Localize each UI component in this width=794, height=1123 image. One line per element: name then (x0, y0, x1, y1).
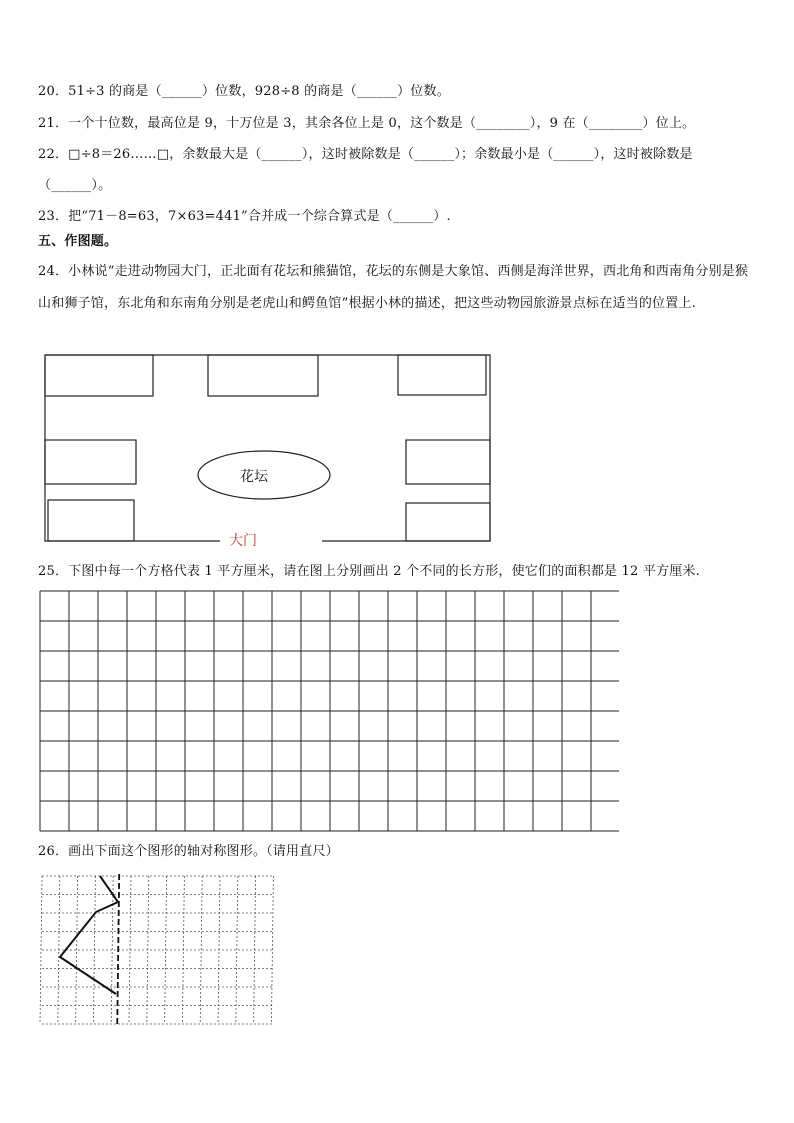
gate-label: 大门 (229, 533, 257, 547)
question-23: 23．把“71－8=63，7×63=441”合并成一个综合算式是（______）. (38, 209, 451, 224)
symmetry-grid (38, 872, 274, 1026)
symmetry-axis (117, 874, 119, 1026)
question-21: 21．一个十位数，最高位是 9，十万位是 3，其余各位上是 0，这个数是（________），9 在（________）位上。 (38, 116, 696, 131)
question-24: 24．小林说“走进动物园大门，正北面有花坛和熊猫馆，花坛的东侧是大象馆、西侧是海洋世界，西北角和西南角分别是猴山和狮子馆，东北角和东南角分别是老虎山和鳄鱼馆”根据小林的描述，把这些动物园旅游景点标在适当的位置上. (38, 264, 749, 311)
building-southwest (48, 500, 134, 541)
zoo-boundary (45, 355, 490, 541)
question-25: 25．下图中每一个方格代表 1 平方厘米，请在图上分别画出 2 个不同的长方形，使它们的面积都是 12 平方厘米. (38, 564, 700, 579)
grid-vertical-line (200, 876, 202, 1024)
grid-vertical-line (236, 876, 238, 1024)
building-east (406, 440, 490, 484)
zoo-map (40, 352, 495, 547)
question-22-line-2: （______）。 (38, 178, 112, 193)
section-heading: 五、作图题。 (38, 234, 118, 249)
question-20: 20．51÷3 的商是（______）位数，928÷8 的商是（______）位数。 (38, 84, 450, 99)
question-26: 26．画出下面这个图形的轴对称图形。（请用直尺） (38, 844, 339, 859)
half-figure (60, 876, 118, 994)
square-grid (39, 590, 619, 832)
building-southeast (406, 503, 490, 541)
grid-vertical-line (40, 876, 42, 1024)
building-northwest (45, 355, 153, 396)
building-northeast (398, 355, 486, 395)
building-north (208, 355, 318, 396)
flower-bed-label: 花坛 (240, 469, 268, 485)
building-west (45, 440, 136, 484)
question-22-line-1: 22．□÷8＝26……□，余数最大是（______），这时被除数是（______）；余数最小是（______），这时被除数是 (38, 147, 693, 162)
